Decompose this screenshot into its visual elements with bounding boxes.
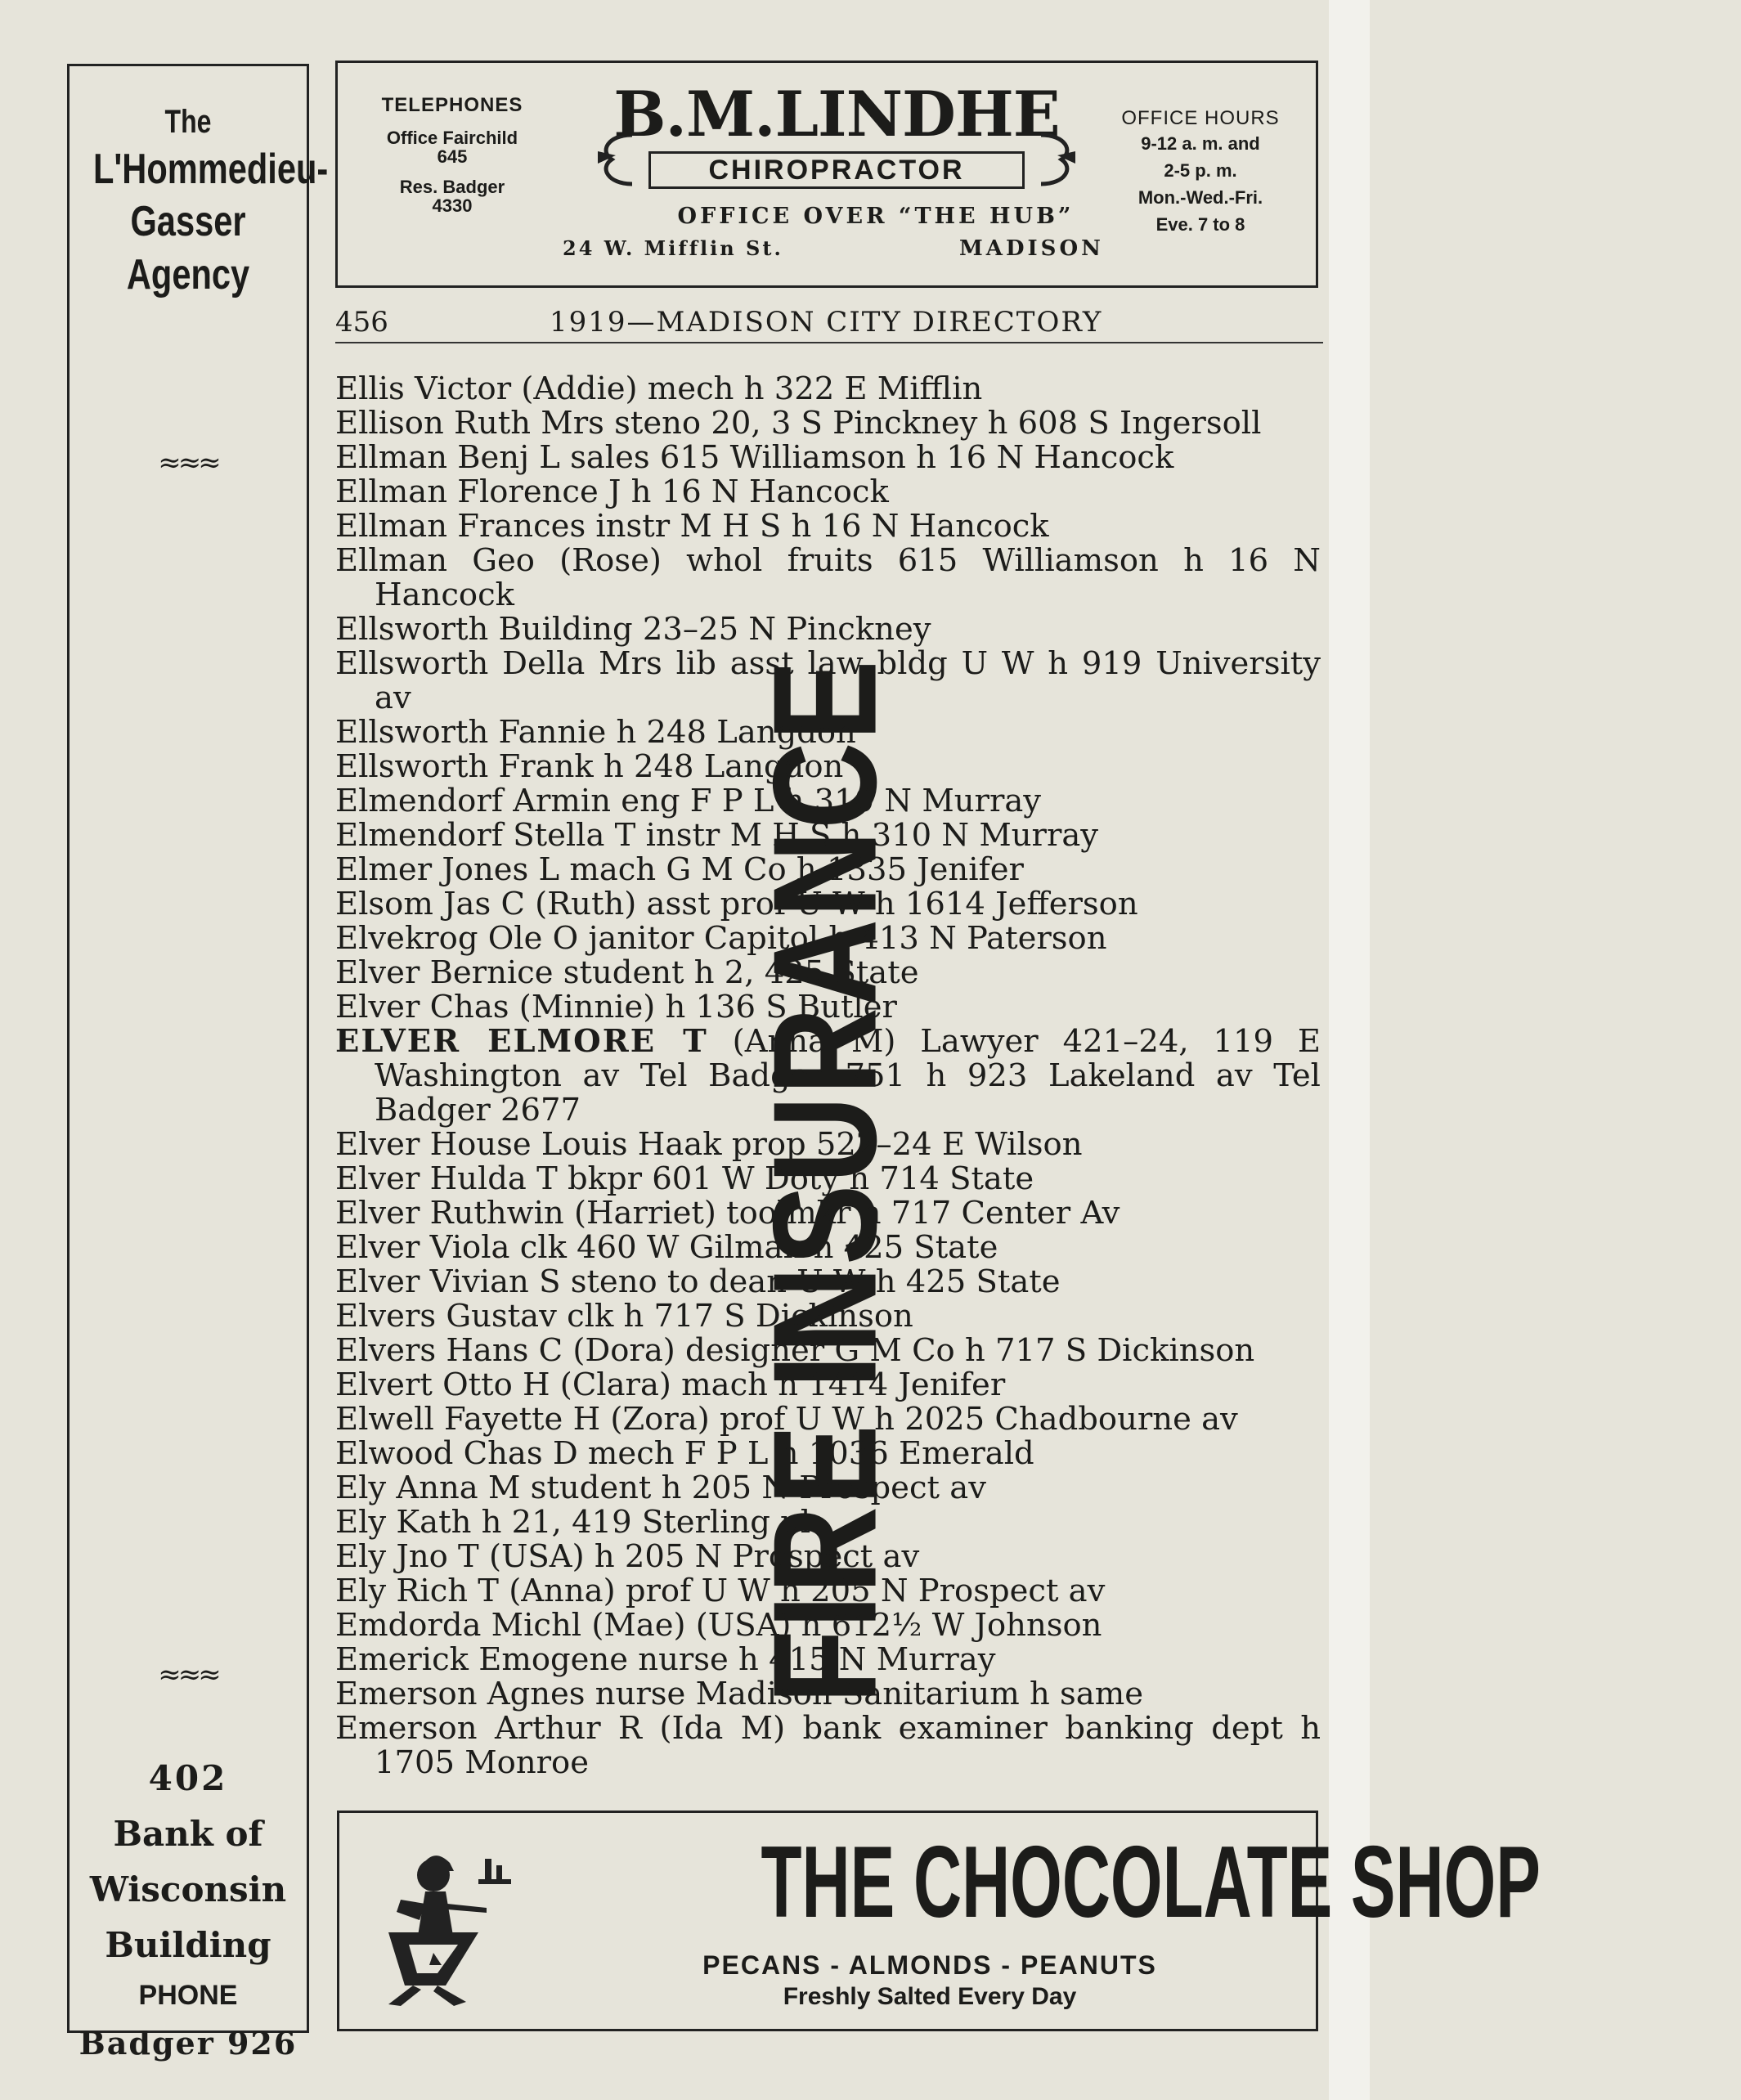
entry-text: Emerick Emogene nurse h 415 N Murray xyxy=(335,1641,996,1678)
entry-text: Elver House Louis Haak prop 522–24 E Wilson xyxy=(335,1126,1083,1163)
directory-entry xyxy=(335,1265,1321,1299)
entry-text: Emerson Arthur R (Ida M) bank examiner banking dept h 1705 Monroe xyxy=(335,1710,1321,1781)
directory-entry xyxy=(335,647,1321,716)
office-phone: Office Fairchild xyxy=(386,128,518,148)
telephones-label: TELEPHONES xyxy=(381,94,523,116)
directory-entry xyxy=(335,750,1321,784)
profession-banner: CHIROPRACTOR xyxy=(648,151,1025,189)
directory-entry xyxy=(335,1162,1321,1196)
entry-text: Ellman Geo (Rose) whol fruits 615 Williamson h 16 N Hancock xyxy=(335,542,1321,613)
directory-entry xyxy=(335,1609,1321,1643)
hours-line: Mon.-Wed.-Fri. xyxy=(1137,187,1263,208)
agency-name-line: The xyxy=(164,104,212,140)
entry-text: (Anna M) Lawyer 421–24, 119 E Washington av Tel Badger 751 h 923 Lakeland av Tel Badger 2677 xyxy=(375,1023,1321,1129)
directory-entry xyxy=(335,1128,1321,1162)
lindhe-logo xyxy=(583,78,1090,184)
page-header xyxy=(335,304,1323,343)
directory-entry xyxy=(335,853,1321,887)
directory-entry xyxy=(335,887,1321,922)
directory-entry xyxy=(335,990,1321,1025)
hours-line: 2-5 p. m. xyxy=(1164,160,1237,181)
directory-entry xyxy=(335,1677,1321,1712)
directory-entry xyxy=(335,1025,1321,1128)
directory-entry xyxy=(335,1402,1321,1437)
shop-tagline: Freshly Salted Every Day xyxy=(783,1983,1077,2010)
telephones-block xyxy=(354,94,550,215)
entry-text: Ely Kath h 21, 419 Sterling pl xyxy=(335,1504,811,1541)
entry-text: Ellis Victor (Addie) mech h 322 E Mifflin xyxy=(335,370,983,407)
directory-entry xyxy=(335,1540,1321,1574)
entry-text: Elvers Hans C (Dora) designer G M Co h 717 S Dickinson xyxy=(335,1332,1255,1369)
agency-name xyxy=(70,102,329,301)
directory-entry xyxy=(335,1712,1321,1780)
entry-text: Ellsworth Della Mrs lib asst law bldg U W h 919 University av xyxy=(335,645,1321,716)
street-address: 24 W. Mifflin St. xyxy=(563,236,783,260)
entry-text: Emdorda Michl (Mae) (USA) h 612½ W Johnson xyxy=(335,1607,1102,1644)
directory-listings xyxy=(335,372,1321,1780)
entry-text: Emerson Agnes nurse Madison Sanitarium h same xyxy=(335,1676,1144,1712)
office-hours-label: OFFICE HOURS xyxy=(1121,107,1280,129)
page-title: 1919—MADISON CITY DIRECTORY xyxy=(550,306,1103,339)
phone-label: PHONE xyxy=(138,1980,238,2012)
entry-text: Elver Hulda T bkpr 601 W Doty h 714 State xyxy=(335,1160,1034,1197)
entry-text: Ely Rich T (Anna) prof U W h 205 N Prospect av xyxy=(335,1573,1106,1609)
building-line: Wisconsin xyxy=(89,1869,287,1910)
entry-text: Ellsworth Frank h 248 Langdon xyxy=(335,748,844,785)
directory-entry xyxy=(335,406,1321,441)
directory-entry xyxy=(335,475,1321,509)
directory-entry xyxy=(335,819,1321,853)
entry-text: Elver Viola clk 460 W Gilman h 425 State xyxy=(335,1229,998,1266)
directory-entry xyxy=(335,509,1321,544)
city-name: MADISON xyxy=(959,236,1104,261)
directory-entry xyxy=(335,1231,1321,1265)
building-line: Bank of xyxy=(113,1814,263,1855)
agency-address xyxy=(70,1751,307,2069)
scroll-ornament-icon xyxy=(1033,127,1082,192)
entry-text: Ellman Frances instr M H S h 16 N Hancock xyxy=(335,508,1049,545)
entry-text: Elwood Chas D mech F P L h 1036 Emerald xyxy=(335,1435,1034,1472)
entry-text: Ellison Ruth Mrs steno 20, 3 S Pinckney h 608 S Ingersoll xyxy=(335,405,1262,442)
entry-text: Ely Anna M student h 205 N Prospect av xyxy=(335,1470,986,1506)
directory-entry xyxy=(335,1299,1321,1334)
directory-entry xyxy=(335,441,1321,475)
directory-entry xyxy=(335,1196,1321,1231)
office-phone-number: 645 xyxy=(437,146,468,168)
page-edge xyxy=(1329,0,1370,2100)
entry-text: Elvers Gustav clk h 717 S Dickinson xyxy=(335,1298,913,1335)
shop-title xyxy=(560,1826,1541,1939)
directory-entry xyxy=(335,1574,1321,1609)
building-line: Building xyxy=(105,1925,271,1966)
res-phone: Res. Badger xyxy=(399,177,505,198)
entry-text: Elver Vivian S steno to dean U W h 425 State xyxy=(335,1263,1061,1300)
ornament-top: ≈≈≈ xyxy=(158,446,218,479)
res-phone-number: 4330 xyxy=(432,195,473,217)
entry-text: Elver Chas (Minnie) h 136 S Butler xyxy=(335,989,897,1025)
waiter-with-tray-icon xyxy=(356,1842,536,2014)
entry-text: Elver Ruthwin (Harriet) toolmkr h 717 Center Av xyxy=(335,1195,1120,1232)
phone-number: Badger 926 xyxy=(79,2025,298,2062)
directory-entry xyxy=(335,716,1321,750)
room-number: 402 xyxy=(148,1758,228,1798)
directory-entry xyxy=(335,372,1321,406)
directory-entry xyxy=(335,1368,1321,1402)
entry-text: Elver Bernice student h 2, 425 State xyxy=(335,954,919,991)
fire-insurance-text: FIRE INSURANCE xyxy=(743,658,908,1704)
chiropractor-ad xyxy=(335,61,1318,288)
hours-line: 9-12 a. m. and xyxy=(1141,133,1260,154)
agency-name-line: Gasser xyxy=(130,198,246,246)
entry-text: Ellman Benj L sales 615 Williamson h 16 N Hancock xyxy=(335,439,1174,476)
directory-entry xyxy=(335,956,1321,990)
entry-text: Elmendorf Armin eng F P L h 310 N Murray xyxy=(335,783,1042,819)
entry-text: Ellsworth Fannie h 248 Langdon xyxy=(335,714,856,751)
entry-text: Elsom Jas C (Ruth) asst prof U W h 1614 Jefferson xyxy=(335,886,1138,922)
office-hours-block xyxy=(1102,107,1299,238)
hours-line: Eve. 7 to 8 xyxy=(1155,214,1245,235)
agency-name-line: Agency xyxy=(126,250,250,298)
directory-entry xyxy=(335,1437,1321,1471)
agency-name-line: L'Hommedieu- xyxy=(93,145,329,193)
directory-entry xyxy=(335,1334,1321,1368)
entry-text: Ellman Florence J h 16 N Hancock xyxy=(335,473,889,510)
entry-bold-name: ELVER ELMORE T xyxy=(335,1023,708,1060)
office-location: OFFICE OVER “THE HUB” xyxy=(677,204,1075,229)
entry-text: Elmer Jones L mach G M Co h 1335 Jenifer xyxy=(335,851,1024,888)
entry-text: Ely Jno T (USA) h 205 N Prospect av xyxy=(335,1538,920,1575)
nut-list: PECANS - ALMONDS - PEANUTS xyxy=(702,1950,1157,1980)
directory-entry xyxy=(335,1643,1321,1677)
directory-entry xyxy=(335,784,1321,819)
directory-entry xyxy=(335,612,1321,647)
entry-text: Elmendorf Stella T instr M H S h 310 N Murray xyxy=(335,817,1099,854)
page-number: 456 xyxy=(335,306,388,339)
directory-entry xyxy=(335,922,1321,956)
entry-text: Elvekrog Ole O janitor Capitol h 413 N Paterson xyxy=(335,920,1107,957)
entry-text: Ellsworth Building 23–25 N Pinckney xyxy=(335,611,931,648)
shop-title-text: THE CHOCOLATE SHOP xyxy=(761,1826,1541,1939)
entry-text: Elwell Fayette H (Zora) prof U W h 2025 Chadbourne av xyxy=(335,1401,1238,1438)
directory-entry xyxy=(335,544,1321,612)
ornament-bottom: ≈≈≈ xyxy=(158,1658,218,1691)
entry-text: Elvert Otto H (Clara) mach h 1414 Jenifer xyxy=(335,1366,1006,1403)
directory-entry xyxy=(335,1471,1321,1505)
chiropractor-name: B.M.LINDHE xyxy=(613,78,1060,150)
directory-entry xyxy=(335,1505,1321,1540)
chocolate-shop-ad xyxy=(337,1811,1541,2031)
